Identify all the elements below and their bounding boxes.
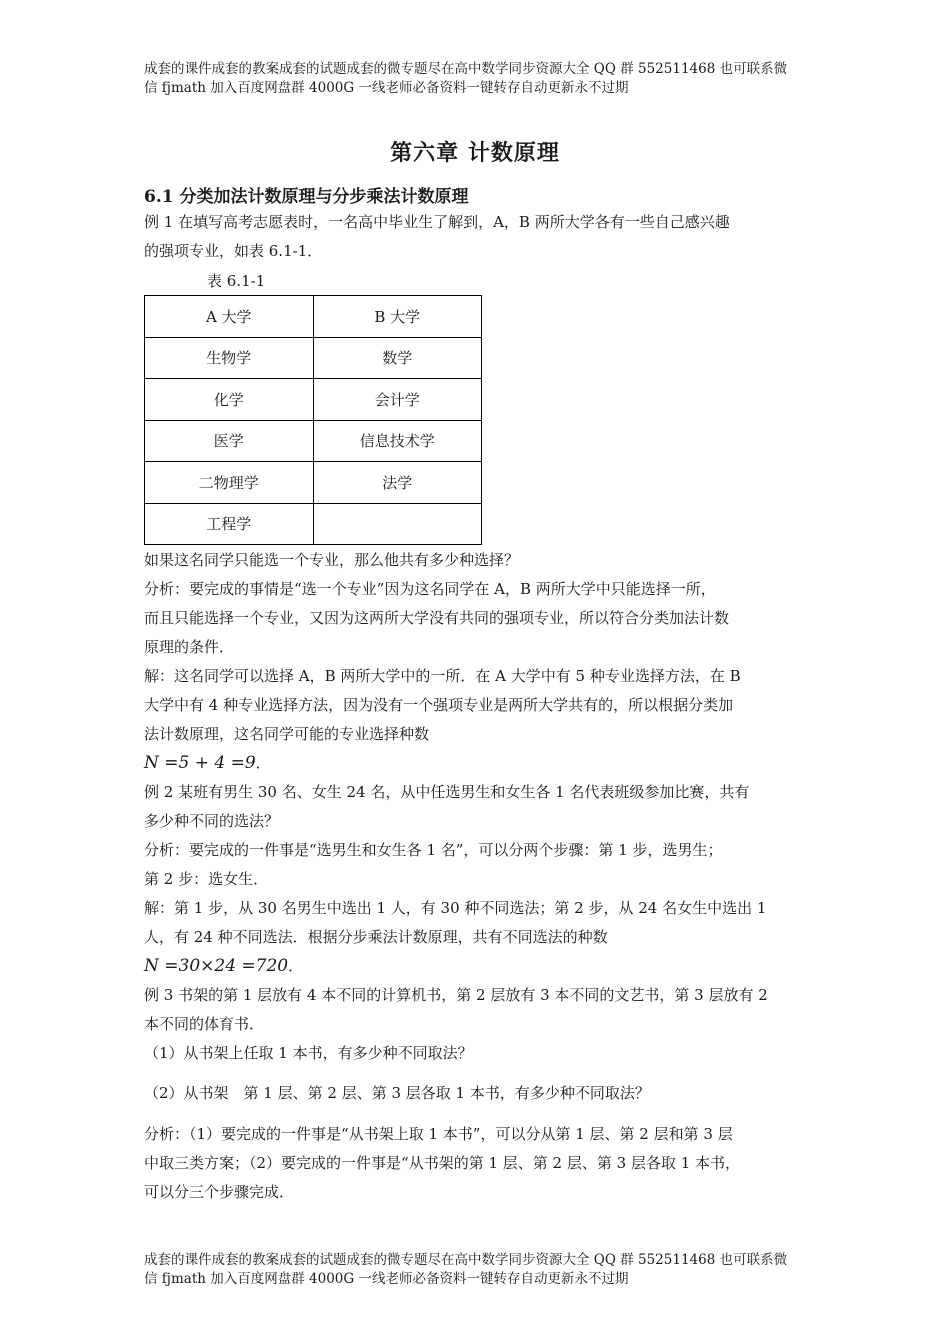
example-3-intro [144, 981, 806, 1039]
analysis-line: 原理的条件． [144, 638, 235, 656]
table-cell: 工程学 [145, 503, 314, 545]
table-row [145, 337, 482, 379]
footer-line-1: 成套的课件成套的教案成套的试题成套的微专题尽在高中数学同步资源大全 QQ 群 552511468 也可联系微 [144, 1252, 788, 1268]
equation-expression: =5 + 4 =9 [158, 753, 256, 773]
example-3-line: 本不同的体育书． [144, 1015, 265, 1033]
example-2-line: 人，有 24 种不同选法．根据分步乘法计数原理，共有不同选法的种数 [144, 928, 608, 946]
example-2-line: 例 2 某班有男生 30 名、女生 24 名，从中任选男生和女生各 1 名代表班级参加比赛，共有 [144, 783, 750, 801]
example-2-line: 解：第 1 步，从 30 名男生中选出 1 人，有 30 种不同选法；第 2 步，从 24 名女生中选出 1 [144, 899, 767, 917]
section-title: 6.1 分类加法计数原理与分步乘法计数原理 [144, 187, 469, 207]
table-cell: 医学 [145, 420, 314, 462]
equation-2 [144, 952, 806, 981]
footer-line-2: 信 fjmath 加入百度网盘群 4000G 一线老师必备资料一键转存自动更新永不过期 [144, 1271, 629, 1287]
table-cell: 法学 [313, 462, 482, 504]
header-line-1: 成套的课件成套的教案成套的试题成套的微专题尽在高中数学同步资源大全 QQ 群 552511468 也可联系微 [144, 61, 788, 77]
example-3-line: 例 3 书架的第 1 层放有 4 本不同的计算机书，第 2 层放有 3 本不同的文艺书，第 3 层放有 2 [144, 986, 768, 1004]
example-2-line: 分析：要完成的一件事是“选男生和女生各 1 名”，可以分两个步骤：第 1 步，选男生； [144, 841, 723, 859]
table-header-cell: A 大学 [145, 296, 314, 338]
equation-variable: N [144, 956, 159, 976]
table-row [145, 379, 482, 421]
table-header-row [145, 296, 482, 338]
table-cell [313, 503, 482, 545]
majors-table [144, 295, 482, 545]
table-cell: 化学 [145, 379, 314, 421]
table-cell: 二物理学 [145, 462, 314, 504]
example-2-line: 多少种不同的选法？ [144, 812, 280, 830]
solution-line: 大学中有 4 种专业选择方法，因为没有一个强项专业是两所大学共有的，所以根据分类加 [144, 696, 734, 714]
table-header-cell: B 大学 [313, 296, 482, 338]
header-line-2: 信 fjmath 加入百度网盘群 4000G 一线老师必备资料一键转存自动更新永不过期 [144, 80, 629, 96]
table-row [145, 420, 482, 462]
example-1-question: 如果这名同学只能选一个专业，那么他共有多少种选择？ [144, 551, 520, 569]
example-2 [144, 778, 806, 981]
equation-variable: N [144, 753, 159, 773]
table-cell: 生物学 [145, 337, 314, 379]
example-1-line-1: 例 1 在填写高考志愿表时，一名高中毕业生了解到，A，B 两所大学各有一些自己感兴趣 [144, 213, 730, 231]
table-row [145, 462, 482, 504]
example-1-line-2: 的强项专业，如表 6.1-1． [144, 242, 323, 260]
equation-1 [144, 749, 806, 778]
analysis-line: 分析：（1）要完成的一件事是“从书架上取 1 本书”，可以分从第 1 层、第 2 层和第 3 层 [144, 1125, 733, 1143]
solution-line: 法计数原理，这名同学可能的专业选择种数 [144, 725, 430, 743]
equation-end: ． [255, 754, 271, 772]
solution-line: 解：这名同学可以选择 A，B 两所大学中的一所．在 A 大学中有 5 种专业选择方法，在 B [144, 667, 741, 685]
page-footer [144, 1251, 814, 1289]
table-caption: 表 6.1-1 [207, 272, 266, 290]
analysis-line: 而且只能选择一个专业，又因为这两所大学没有共同的强项专业，所以符合分类加法计数 [144, 609, 730, 627]
analysis-line: 分析：要完成的事情是“选一个专业”因为这名同学在 A，B 两所大学中只能选择一所， [144, 580, 716, 598]
analysis-line: 中取三类方案；（2）要完成的一件事是“从书架的第 1 层、第 2 层、第 3 层各取 1 本书， [144, 1154, 741, 1172]
example-1-body [144, 546, 806, 778]
equation-expression: =30×24 =720 [158, 956, 289, 976]
example-2-line: 第 2 步：选女生． [144, 870, 269, 888]
example-1-intro [144, 208, 806, 266]
example-3-question-2: （2）从书架 第 1 层、第 2 层、第 3 层各取 1 本书，有多少种不同取法？ [144, 1084, 650, 1102]
equation-end: ． [288, 957, 304, 975]
table-row [145, 503, 482, 545]
example-3-question-1: （1）从书架上任取 1 本书，有多少种不同取法？ [144, 1044, 473, 1062]
page-header [144, 60, 814, 98]
table-cell: 信息技术学 [313, 420, 482, 462]
table-cell: 会计学 [313, 379, 482, 421]
chapter-title: 第六章 计数原理 [390, 140, 560, 166]
example-3-analysis [144, 1120, 806, 1207]
table-cell: 数学 [313, 337, 482, 379]
analysis-line: 可以分三个步骤完成． [144, 1183, 295, 1201]
